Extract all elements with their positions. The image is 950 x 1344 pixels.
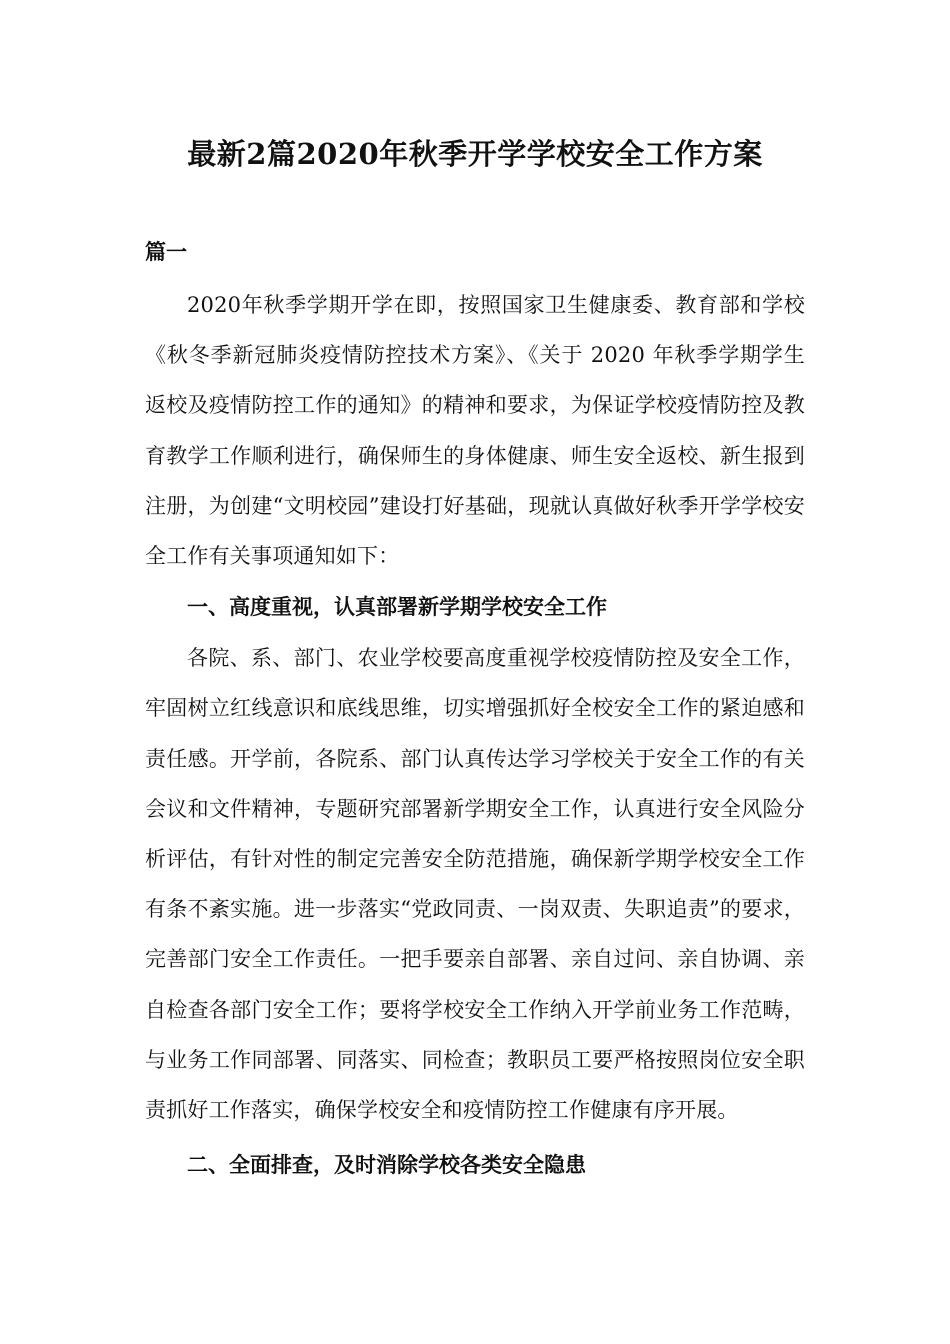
document-title: 最新2篇2020年秋季开学学校安全工作方案 xyxy=(187,137,763,171)
intro-paragraph: 2020年秋季学期开学在即，按照国家卫生健康委、教育部和学校《秋冬季新冠肺炎疫情防控技术方案》、《关于 2020 年秋季学期学生返校及疫情防控工作的通知》的精神和要求，为保证学校疫情防控及教育教学工作顺利进行，确保师生的身体健康、师生安全返校、新生报到注册，为创建“文明校园”建设打好基础，现就认真做好秋季开学学校安全工作有关事项通知如下： xyxy=(145,293,805,569)
document-body xyxy=(145,280,805,1191)
section-heading-1: 一、高度重视，认真部署新学期学校安全工作 xyxy=(187,594,607,620)
section-label: 篇一 xyxy=(145,239,187,264)
section-heading-2: 二、全面排查，及时消除学校各类安全隐患 xyxy=(187,1152,586,1178)
body-paragraph-1: 各院、系、部门、农业学校要高度重视学校疫情防控及安全工作，牢固树立红线意识和底线思维，切实增强抓好全校安全工作的紧迫感和责任感。开学前，各院系、部门认真传达学习学校关于安全工作的有关会议和文件精神，专题研究部署新学期安全工作，认真进行安全风险分析评估，有针对性的制定完善安全防范措施，确保新学期学校安全工作有条不紊实施。进一步落实“党政同责、一岗双责、失职追责”的要求，完善部门安全工作责任。一把手要亲自部署、亲自过问、亲自协调、亲自检查各部门安全工作；要将学校安全工作纳入开学前业务工作范畴，与业务工作同部署、同落实、同检查；教职员工要严格按照岗位安全职责抓好工作落实，确保学校安全和疫情防控工作健康有序开展。 xyxy=(145,646,805,1123)
